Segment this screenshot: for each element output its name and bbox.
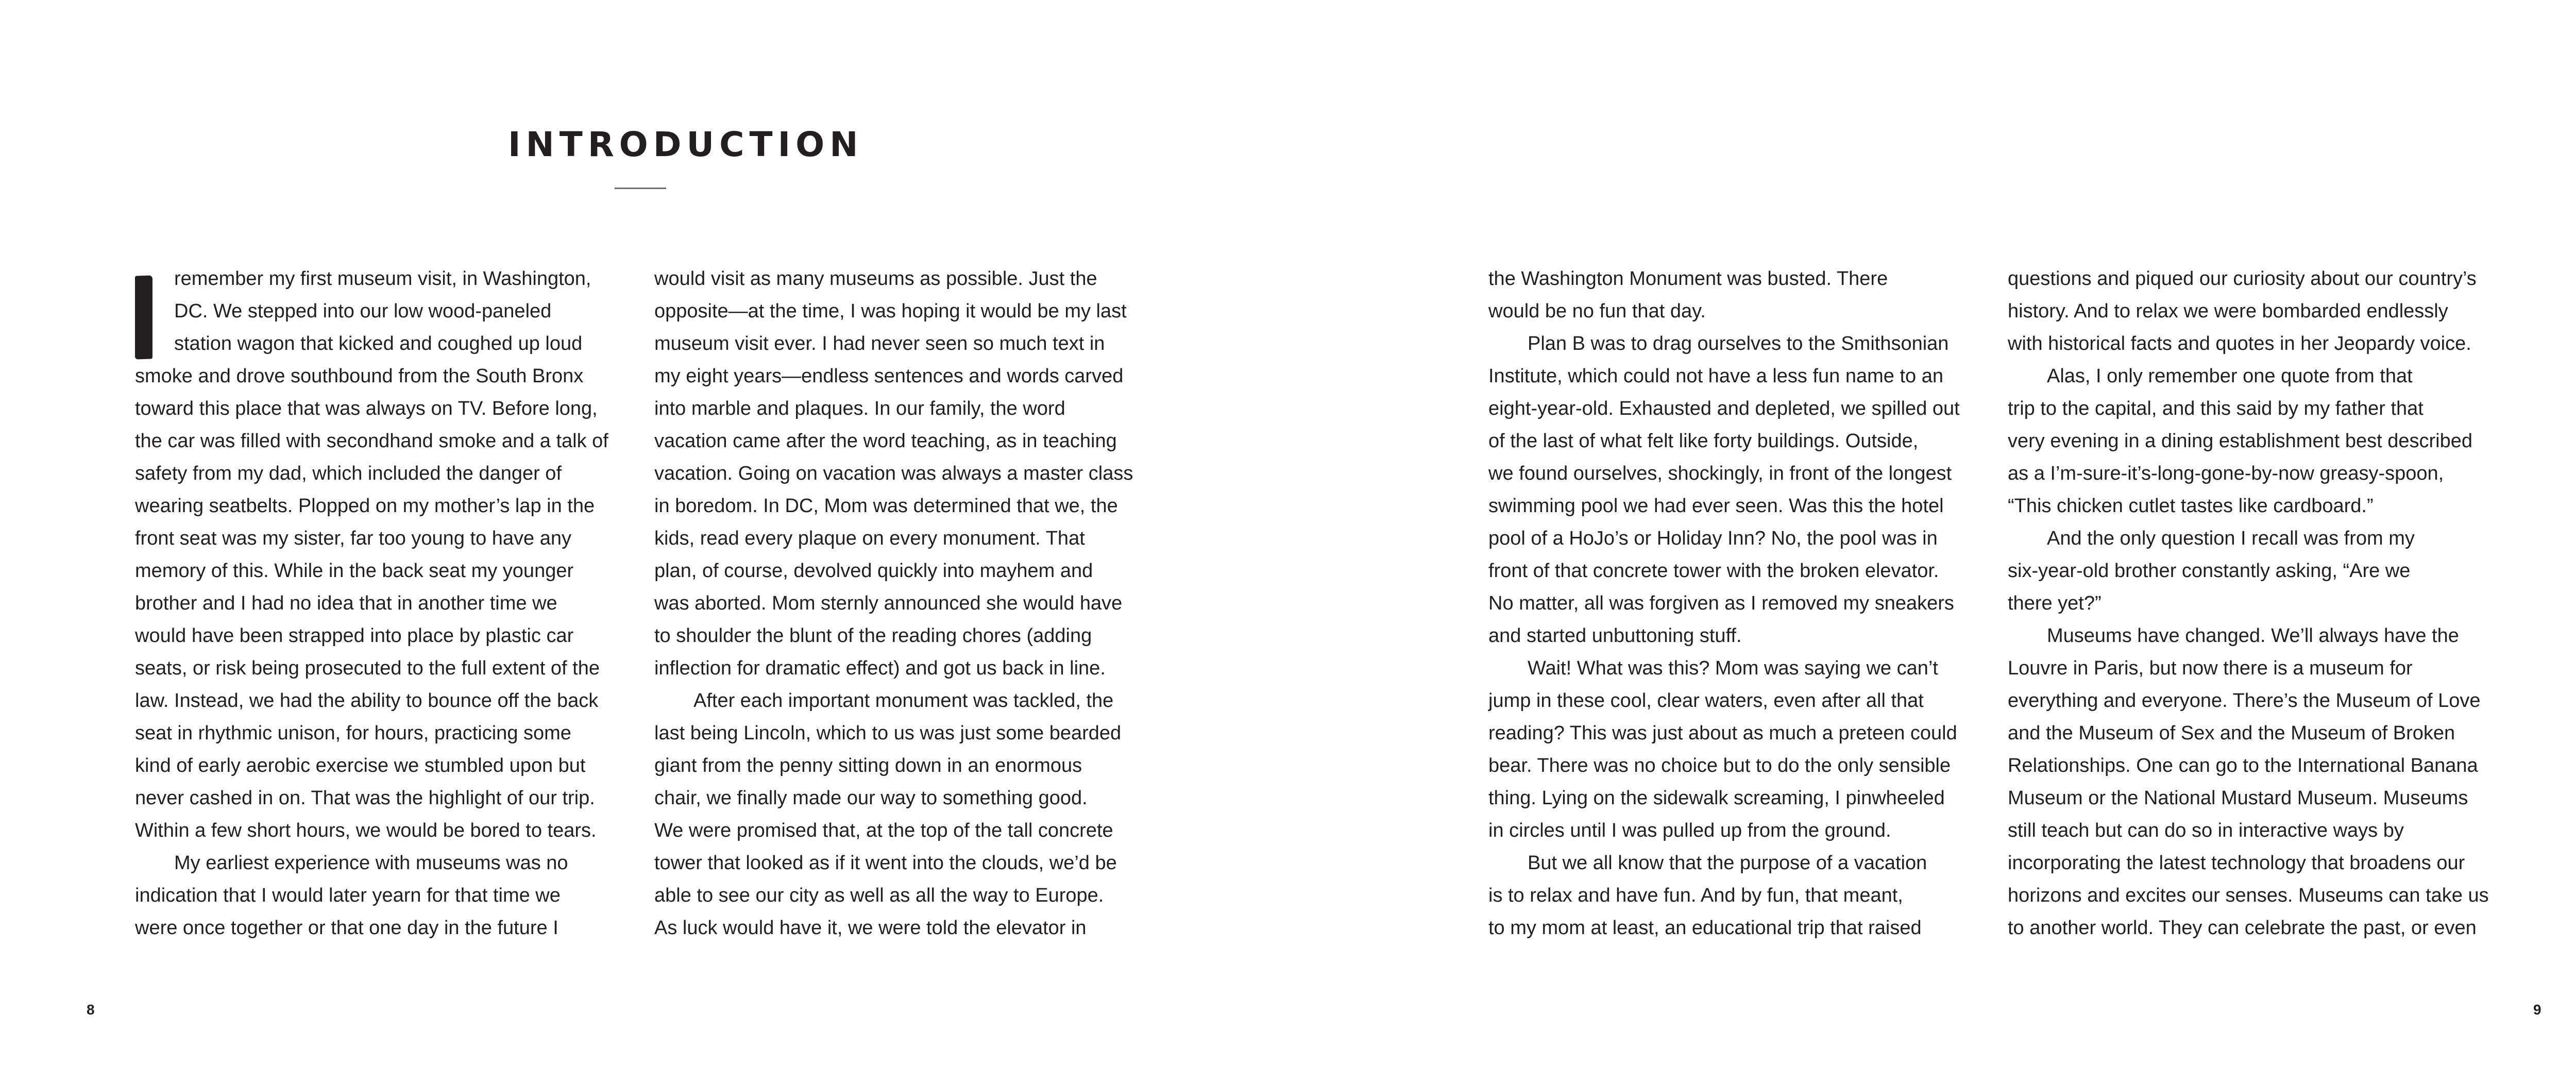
text-line: to shoulder the blunt of the reading chores (adding — [654, 625, 1092, 647]
page-number-right: 9 — [2533, 1002, 2541, 1018]
text-line: to another world. They can celebrate the past, or even — [2008, 917, 2477, 939]
text-line: incorporating the latest technology that broadens our — [2008, 852, 2465, 874]
text-line: giant from the penny sitting down in an enormous — [654, 755, 1082, 776]
text-line: My earliest experience with museums was no — [174, 852, 568, 874]
text-line: as a I’m-sure-it’s-long-gone-by-now greasy-spoon, — [2008, 463, 2444, 484]
text-line: in circles until I was pulled up from the ground. — [1488, 820, 1891, 841]
text-line: swimming pool we had ever seen. Was this the hotel — [1488, 495, 1944, 517]
text-line: seat in rhythmic unison, for hours, practicing some — [135, 722, 571, 744]
text-line: plan, of course, devolved quickly into mayhem and — [654, 560, 1093, 582]
text-line: would have been strapped into place by plastic car — [135, 625, 574, 647]
text-line: Institute, which could not have a less fun name to an — [1488, 365, 1943, 387]
text-line: front of that concrete tower with the broken elevator. — [1488, 560, 1939, 582]
text-line: six-year-old brother constantly asking, “Are we — [2008, 560, 2411, 582]
text-line: everything and everyone. There’s the Museum of Love — [2008, 690, 2481, 712]
drop-cap-letter-i — [135, 275, 152, 359]
text-line: Louvre in Paris, but now there is a museum for — [2008, 657, 2413, 679]
text-line: and the Museum of Sex and the Museum of Broken — [2008, 722, 2455, 744]
text-line: We were promised that, at the top of the tall concrete — [654, 820, 1113, 841]
text-line: DC. We stepped into our low wood-paneled — [174, 300, 552, 322]
text-line: But we all know that the purpose of a vacation — [1528, 852, 1927, 874]
text-line: the Washington Monument was busted. There — [1488, 268, 1888, 290]
text-line: into marble and plaques. In our family, the word — [654, 398, 1065, 419]
text-line: with historical facts and quotes in her Jeopardy voice. — [2008, 333, 2471, 354]
text-line: kind of early aerobic exercise we stumbled upon but — [135, 755, 586, 776]
text-line: thing. Lying on the sidewalk screaming, I pinwheeled — [1488, 787, 1945, 809]
text-line: museum visit ever. I had never seen so much text in — [654, 333, 1105, 354]
text-column-1 — [135, 263, 630, 944]
chapter-title: INTRODUCTION — [508, 125, 863, 164]
text-line: last being Lincoln, which to us was just some bearded — [654, 722, 1122, 744]
text-line: seats, or risk being prosecuted to the full extent of the — [135, 657, 600, 679]
text-line: is to relax and have fun. And by fun, that meant, — [1488, 885, 1903, 906]
text-line: to my mom at least, an educational trip that raised — [1488, 917, 1922, 939]
text-line: front seat was my sister, far too young to have any — [135, 528, 571, 549]
text-line: very evening in a dining establishment best described — [2008, 430, 2472, 452]
text-line: still teach but can do so in interactive ways by — [2008, 820, 2404, 841]
text-line: able to see our city as well as all the way to Europe. — [654, 885, 1104, 906]
text-line: in boredom. In DC, Mom was determined that we, the — [654, 495, 1118, 517]
text-line: law. Instead, we had the ability to bounce off the back — [135, 690, 599, 712]
text-column-4 — [2008, 263, 2502, 944]
text-line: history. And to relax we were bombarded endlessly — [2008, 300, 2448, 322]
text-line: After each important monument was tackled, the — [693, 690, 1114, 712]
text-line: Relationships. One can go to the International Banana — [2008, 755, 2478, 776]
text-line: kids, read every plaque on every monument. That — [654, 528, 1085, 549]
text-line: eight-year-old. Exhausted and depleted, we spilled out — [1488, 398, 1960, 419]
text-line: safety from my dad, which included the danger of — [135, 463, 562, 484]
text-line: never cashed in on. That was the highlight of our trip. — [135, 787, 595, 809]
text-line: Museum or the National Mustard Museum. Museums — [2008, 787, 2468, 809]
text-line: As luck would have it, we were told the elevator in — [654, 917, 1087, 939]
text-line: Wait! What was this? Mom was saying we can’t — [1528, 657, 1938, 679]
text-line: trip to the capital, and this said by my father that — [2008, 398, 2424, 419]
text-line: questions and piqued our curiosity about our country’s — [2008, 268, 2477, 290]
page-number-left: 8 — [87, 1002, 95, 1018]
text-line: No matter, all was forgiven as I removed my sneakers — [1488, 593, 1954, 614]
text-line: station wagon that kicked and coughed up loud — [174, 333, 583, 354]
text-line: there yet?” — [2008, 593, 2102, 614]
text-line: the car was filled with secondhand smoke and a talk of — [135, 430, 608, 452]
text-line: were once together or that one day in the future I — [135, 917, 558, 939]
title-divider — [615, 188, 666, 189]
text-line: and started unbuttoning stuff. — [1488, 625, 1742, 647]
text-line: horizons and excites our senses. Museums can take us — [2008, 885, 2489, 906]
text-line: jump in these cool, clear waters, even after all that — [1488, 690, 1924, 712]
text-line: vacation came after the word teaching, as in teaching — [654, 430, 1117, 452]
text-line: we found ourselves, shockingly, in front of the longest — [1488, 463, 1952, 484]
text-line: of the last of what felt like forty buildings. Outside, — [1488, 430, 1919, 452]
text-line: brother and I had no idea that in another time we — [135, 593, 557, 614]
text-line: vacation. Going on vacation was always a master class — [654, 463, 1133, 484]
text-line: smoke and drove southbound from the South Bronx — [135, 365, 584, 387]
text-line: was aborted. Mom sternly announced she would have — [654, 593, 1123, 614]
text-line: would visit as many museums as possible. Just the — [654, 268, 1097, 290]
text-line: inflection for dramatic effect) and got us back in line. — [654, 657, 1106, 679]
text-line: reading? This was just about as much a preteen could — [1488, 722, 1957, 744]
text-line: And the only question I recall was from my — [2047, 528, 2415, 549]
text-line: memory of this. While in the back seat my younger — [135, 560, 574, 582]
text-line: remember my first museum visit, in Washington, — [174, 268, 591, 290]
text-line: toward this place that was always on TV. Before long, — [135, 398, 598, 419]
text-column-2 — [654, 263, 1149, 944]
text-line: Within a few short hours, we would be bored to tears. — [135, 820, 597, 841]
text-line: chair, we finally made our way to something good. — [654, 787, 1088, 809]
text-line: tower that looked as if it went into the clouds, we’d be — [654, 852, 1117, 874]
text-line: would be no fun that day. — [1488, 300, 1706, 322]
text-line: Alas, I only remember one quote from that — [2047, 365, 2413, 387]
text-line: my eight years—endless sentences and words carved — [654, 365, 1124, 387]
text-line: opposite—at the time, I was hoping it would be my last — [654, 300, 1127, 322]
text-line: pool of a HoJo’s or Holiday Inn? No, the pool was in — [1488, 528, 1938, 549]
text-line: indication that I would later yearn for that time we — [135, 885, 561, 906]
text-column-3 — [1488, 263, 1983, 944]
text-line: “This chicken cutlet tastes like cardboard.” — [2008, 495, 2374, 517]
text-line: Plan B was to drag ourselves to the Smithsonian — [1528, 333, 1949, 354]
text-line: bear. There was no choice but to do the only sensible — [1488, 755, 1951, 776]
text-line: Museums have changed. We’ll always have the — [2047, 625, 2459, 647]
text-line: wearing seatbelts. Plopped on my mother’s lap in the — [135, 495, 595, 517]
